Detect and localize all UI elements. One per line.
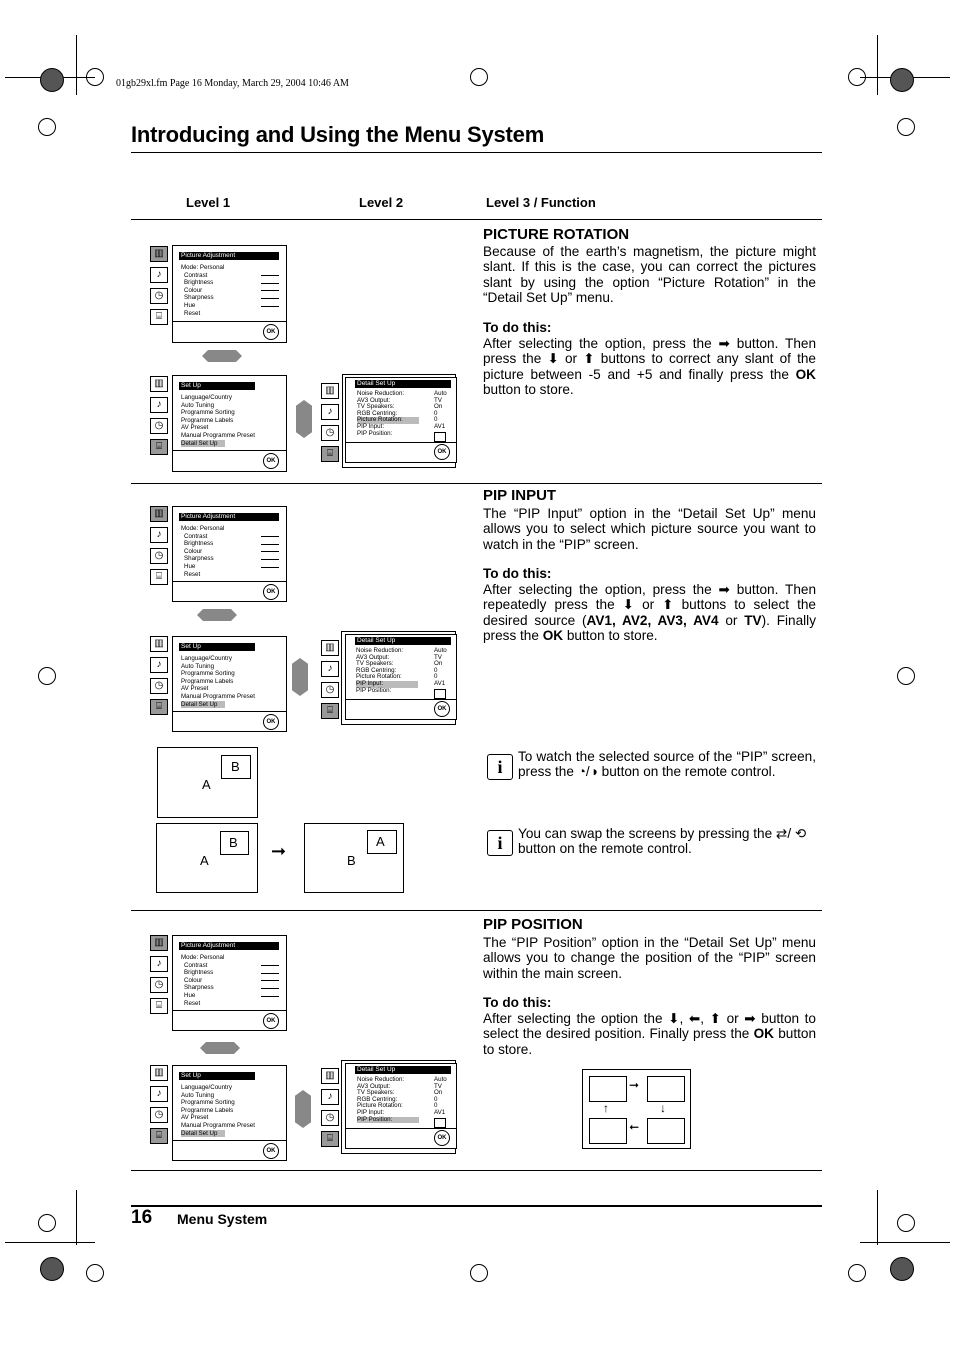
- arrow-right-icon: [296, 400, 312, 438]
- step-text: or: [718, 612, 745, 628]
- position-bottom-left: [589, 1118, 627, 1144]
- panel-items: [181, 1084, 255, 1137]
- registration-mark: [86, 1264, 104, 1282]
- step-text: button to store.: [483, 1026, 816, 1057]
- menu-item-selected: Detail Set Up: [181, 1130, 225, 1138]
- setup-icon: ⌸: [150, 569, 168, 585]
- timer-icon: ◷: [150, 977, 168, 993]
- picture-icon: ▥: [321, 1068, 339, 1084]
- source-keywords: AV1, AV2, AV3, AV4: [586, 612, 719, 628]
- pip-position-icon: [434, 432, 446, 442]
- ok-button-icon: OK: [263, 453, 279, 469]
- menu-item: Contrast: [184, 271, 208, 279]
- menu-item: Contrast: [184, 532, 208, 540]
- panel-title: Set Up: [179, 1072, 255, 1080]
- main-label: A: [202, 777, 211, 792]
- section-body: The “PIP Position” option in the “Detail Set Up” menu allows you to change the position of the “PIP” screen within the main screen.: [483, 935, 816, 981]
- slider: [261, 306, 279, 307]
- menu-item: Hue: [184, 301, 196, 309]
- timer-icon: ◷: [321, 682, 339, 698]
- pip-label: B: [229, 835, 238, 850]
- menu-item: Programme Sorting: [181, 670, 235, 678]
- pip-position-diagram: [582, 1069, 691, 1149]
- info-icon: i: [487, 754, 513, 780]
- panel-items: [181, 264, 224, 317]
- position-bottom-right: [647, 1118, 685, 1144]
- setup-icon: ⌸: [321, 703, 339, 719]
- todo-steps: [483, 336, 816, 398]
- menu-item: Sharpness: [184, 294, 214, 302]
- main-screen-illustration: [157, 747, 258, 818]
- section-rule: [131, 483, 822, 484]
- panel-divider: [173, 1140, 286, 1141]
- picture-adjustment-panel: [172, 506, 287, 602]
- menu-value: 0: [434, 673, 438, 681]
- picture-icon: ▥: [150, 506, 168, 522]
- registration-mark: [470, 68, 488, 86]
- menu-item: Manual Programme Preset: [181, 1121, 255, 1129]
- menu-item: Colour: [184, 286, 203, 294]
- menu-item: Brightness: [184, 540, 214, 548]
- arrow-down-icon: [202, 350, 242, 362]
- setup-icon: ⌸: [150, 998, 168, 1014]
- position-top-left: [589, 1076, 627, 1102]
- slider: [261, 298, 279, 299]
- panel-items: [181, 394, 255, 447]
- panel-divider: [173, 321, 286, 322]
- panel-items: [357, 1077, 419, 1123]
- arrow-right-icon: ➞: [271, 841, 287, 861]
- menu-icon-column: [150, 506, 168, 590]
- pip-window: [221, 755, 251, 779]
- arrow-down-icon: [197, 609, 237, 621]
- section-heading: PIP INPUT: [483, 487, 557, 504]
- slider: [261, 980, 279, 981]
- sound-icon: ♪: [150, 267, 168, 283]
- registration-mark: [470, 1264, 488, 1282]
- step-text: ). Finally press the: [483, 612, 816, 644]
- ok-keyword: OK: [753, 1026, 774, 1042]
- menu-item: Reset: [184, 570, 201, 578]
- panel-divider: [346, 1128, 456, 1129]
- level-1-label: Level 1: [186, 195, 231, 210]
- slider: [261, 551, 279, 552]
- menu-item: Picture Rotation:: [356, 673, 402, 681]
- panel-title: Detail Set Up: [355, 637, 451, 645]
- menu-item: Colour: [184, 547, 203, 555]
- section-rule: [131, 910, 822, 911]
- registration-mark: [38, 118, 56, 136]
- swap-after-screen: [304, 823, 404, 893]
- section-heading: PIP POSITION: [483, 916, 583, 933]
- menu-item: RGB Centring:: [357, 1095, 398, 1103]
- menu-item: Auto Tuning: [181, 401, 215, 409]
- menu-value: On: [434, 660, 443, 668]
- menu-item: Programme Sorting: [181, 409, 235, 417]
- menu-item: Manual Programme Preset: [181, 692, 255, 700]
- crop-mark: [877, 1190, 878, 1245]
- picture-icon: ▥: [321, 383, 339, 399]
- picture-icon: ▥: [321, 640, 339, 656]
- registration-mark: [897, 1214, 915, 1232]
- menu-item: Hue: [184, 991, 196, 999]
- menu-item-selected: PIP Input:: [356, 681, 418, 688]
- pip-position-icon: [434, 689, 446, 699]
- setup-icon: ⌸: [321, 1131, 339, 1147]
- menu-value: 0: [434, 666, 438, 674]
- menu-value: Auto: [434, 390, 447, 397]
- menu-item: Language/Country: [181, 655, 232, 662]
- menu-item: AV3 Output:: [357, 396, 391, 404]
- mode-line: Mode: Personal: [181, 525, 225, 532]
- registration-mark: [890, 1257, 914, 1281]
- registration-mark: [848, 1264, 866, 1282]
- menu-item: TV Speakers:: [356, 660, 394, 668]
- registration-mark: [38, 667, 56, 685]
- arrow-right-icon: [295, 1090, 311, 1128]
- menu-item: RGB Centring:: [356, 666, 397, 674]
- picture-icon: ▥: [150, 246, 168, 262]
- panel-divider: [346, 699, 456, 700]
- menu-item: Brightness: [184, 279, 214, 287]
- picture-icon: ▥: [150, 1065, 168, 1081]
- slider: [261, 283, 279, 284]
- menu-item-selected: PIP Position:: [357, 1117, 419, 1124]
- panel-items: [356, 648, 418, 694]
- step-text: After selecting the option, press the ➡ button. Then repeatedly press the ⬇ or ⬆ buttons to select the desired source (: [483, 582, 816, 628]
- panel-divider: [173, 450, 286, 451]
- arrow-down-icon: [200, 1042, 240, 1054]
- menu-value: 0: [434, 409, 438, 417]
- arrow-right-icon: [292, 658, 308, 696]
- detail-set-up-panel: [345, 1063, 457, 1149]
- slider: [261, 544, 279, 545]
- panel-title: Picture Adjustment: [179, 942, 279, 950]
- menu-values: [434, 391, 447, 431]
- pip-window: [220, 831, 249, 855]
- registration-mark: [40, 68, 64, 92]
- menu-item: AV Preset: [181, 424, 209, 432]
- menu-values: [434, 648, 447, 688]
- menu-item: AV3 Output:: [356, 653, 390, 661]
- panel-items: [181, 954, 224, 1007]
- title-rule: [131, 152, 822, 153]
- sound-icon: ♪: [321, 404, 339, 420]
- section-body: The “PIP Input” option in the “Detail Set Up” menu allows you to select which picture source you want to watch in the “PIP” screen.: [483, 506, 816, 552]
- picture-adjustment-panel: [172, 245, 287, 343]
- registration-mark: [848, 68, 866, 86]
- menu-value: 0: [434, 1102, 438, 1110]
- menu-icon-column: [150, 376, 168, 460]
- section-rule: [131, 219, 822, 220]
- section-heading: PICTURE ROTATION: [483, 226, 630, 243]
- slider: [261, 973, 279, 974]
- menu-value: TV: [434, 1082, 442, 1090]
- tv-keyword: TV: [744, 612, 762, 628]
- panel-items: [357, 391, 419, 437]
- mode-line: Mode: Personal: [181, 954, 225, 961]
- level-3-label: Level 3 / Function: [486, 195, 596, 210]
- slider: [261, 290, 279, 291]
- menu-value: AV1: [434, 1108, 446, 1116]
- setup-icon: ⌸: [150, 1128, 168, 1144]
- panel-title: Picture Adjustment: [179, 252, 279, 260]
- ok-button-icon: OK: [434, 444, 450, 460]
- menu-item: Programme Labels: [181, 1106, 234, 1114]
- timer-icon: ◷: [321, 425, 339, 441]
- panel-title: Set Up: [179, 382, 255, 390]
- todo-heading: To do this:: [483, 320, 552, 335]
- menu-icon-column: [150, 935, 168, 1019]
- file-info-line: 01gb29xl.fm Page 16 Monday, March 29, 2004 10:46 AM: [116, 78, 349, 89]
- panel-divider: [173, 1010, 286, 1011]
- menu-icon-column: [321, 1068, 339, 1152]
- panel-title: Set Up: [179, 643, 255, 651]
- crop-mark: [877, 35, 878, 95]
- menu-value: TV: [434, 396, 442, 404]
- arrow-down-icon: ↓: [660, 1101, 666, 1115]
- menu-item: Brightness: [184, 969, 214, 977]
- timer-icon: ◷: [150, 548, 168, 564]
- ok-button-icon: OK: [434, 1130, 450, 1146]
- crop-mark: [76, 35, 77, 95]
- menu-icon-column: [321, 640, 339, 724]
- crop-mark: [5, 1242, 95, 1243]
- mode-line: Mode: Personal: [181, 264, 225, 271]
- menu-item-selected: Detail Set Up: [181, 701, 225, 709]
- menu-value: AV1: [434, 422, 446, 430]
- menu-item: Sharpness: [184, 984, 214, 992]
- sound-icon: ♪: [150, 527, 168, 543]
- menu-item: Contrast: [184, 961, 208, 969]
- menu-value: 0: [434, 1095, 438, 1103]
- timer-icon: ◷: [321, 1110, 339, 1126]
- menu-item: Programme Labels: [181, 677, 234, 685]
- panel-title: Picture Adjustment: [179, 513, 279, 521]
- sound-icon: ♪: [150, 1086, 168, 1102]
- menu-item: PIP Input:: [357, 1108, 385, 1116]
- menu-value: On: [434, 1089, 443, 1097]
- page-title: Introducing and Using the Menu System: [131, 122, 545, 147]
- timer-icon: ◷: [150, 288, 168, 304]
- panel-items: [181, 655, 255, 708]
- timer-icon: ◷: [150, 1107, 168, 1123]
- menu-item-selected: Picture Rotation:: [357, 417, 419, 424]
- slider: [261, 536, 279, 537]
- crop-mark: [76, 1190, 77, 1245]
- panel-title: Detail Set Up: [355, 1066, 451, 1074]
- picture-icon: ▥: [150, 636, 168, 652]
- menu-item: Picture Rotation:: [357, 1102, 403, 1110]
- slider: [261, 965, 279, 966]
- setup-icon: ⌸: [150, 309, 168, 325]
- menu-item: Manual Programme Preset: [181, 431, 255, 439]
- arrow-up-icon: ↑: [603, 1101, 609, 1115]
- step-text: After selecting the option, press the ➡ button. Then press the ⬇ or ⬆ buttons to correct any slant of the picture between -5 and +5 and finally press the: [483, 336, 816, 382]
- ok-button-icon: OK: [263, 324, 279, 340]
- menu-item: Reset: [184, 309, 201, 317]
- menu-icon-column: [150, 636, 168, 720]
- slider: [261, 567, 279, 568]
- menu-item: Language/Country: [181, 394, 232, 401]
- ok-keyword: OK: [795, 366, 816, 382]
- todo-heading: To do this:: [483, 566, 552, 581]
- sound-icon: ♪: [150, 956, 168, 972]
- registration-mark: [86, 68, 104, 86]
- detail-set-up-panel: [345, 634, 457, 720]
- footer-rule: [131, 1205, 822, 1207]
- menu-value: Auto: [434, 1076, 447, 1083]
- note-text: You can swap the screens by pressing the ⇄/ ⟲ button on the remote control.: [518, 826, 807, 857]
- picture-icon: ▥: [150, 376, 168, 392]
- footer-section: Menu System: [177, 1211, 268, 1227]
- menu-value: TV: [434, 653, 442, 661]
- ok-button-icon: OK: [263, 1143, 279, 1159]
- menu-value: AV1: [434, 679, 446, 687]
- arrow-right-icon: ➞: [629, 1078, 640, 1092]
- menu-item: Hue: [184, 562, 196, 570]
- setup-icon: ⌸: [150, 699, 168, 715]
- set-up-panel: [172, 636, 287, 732]
- todo-steps: [483, 1011, 816, 1057]
- ok-button-icon: OK: [263, 584, 279, 600]
- setup-icon: ⌸: [150, 439, 168, 455]
- menu-item: AV Preset: [181, 1114, 209, 1122]
- menu-item: Reset: [184, 999, 201, 1007]
- slider: [261, 988, 279, 989]
- registration-mark: [890, 68, 914, 92]
- pip-window: [367, 830, 397, 854]
- menu-item: TV Speakers:: [357, 403, 395, 411]
- sound-icon: ♪: [321, 1089, 339, 1105]
- menu-icon-column: [150, 246, 168, 330]
- timer-icon: ◷: [150, 678, 168, 694]
- crop-mark: [860, 1242, 950, 1243]
- sound-icon: ♪: [150, 397, 168, 413]
- step-text: button to store.: [563, 628, 658, 644]
- panel-title: Detail Set Up: [355, 380, 451, 388]
- page-number: 16: [131, 1207, 153, 1228]
- position-top-right: [647, 1076, 685, 1102]
- panel-divider: [173, 581, 286, 582]
- section-body: Because of the earth’s magnetism, the picture might slant. If this is the case, you can correct the pictures slant by using the option “Picture Rotation” in the “Detail Set Up” menu.: [483, 244, 816, 306]
- menu-item: AV Preset: [181, 685, 209, 693]
- main-label: A: [200, 853, 209, 868]
- registration-mark: [38, 1214, 56, 1232]
- menu-item: PIP Position:: [357, 429, 393, 437]
- menu-item: Colour: [184, 976, 203, 984]
- set-up-panel: [172, 1065, 287, 1161]
- slider: [261, 275, 279, 276]
- todo-heading: To do this:: [483, 995, 552, 1010]
- sound-icon: ♪: [150, 657, 168, 673]
- menu-value: On: [434, 403, 443, 411]
- pip-position-icon: [434, 1118, 446, 1128]
- menu-item: Programme Labels: [181, 416, 234, 424]
- ok-button-icon: OK: [434, 701, 450, 717]
- menu-item: Noise Reduction:: [356, 647, 404, 654]
- pip-label: A: [376, 834, 385, 849]
- menu-item: Language/Country: [181, 1084, 232, 1091]
- ok-button-icon: OK: [263, 714, 279, 730]
- menu-item: TV Speakers:: [357, 1089, 395, 1097]
- ok-button-icon: OK: [263, 1013, 279, 1029]
- menu-item: RGB Centring:: [357, 409, 398, 417]
- menu-item: Noise Reduction:: [357, 1076, 405, 1083]
- pip-label: B: [231, 759, 240, 774]
- panel-divider: [346, 442, 456, 443]
- detail-set-up-panel: [345, 377, 457, 463]
- registration-mark: [897, 667, 915, 685]
- menu-item: AV3 Output:: [357, 1082, 391, 1090]
- info-icon: i: [487, 830, 513, 856]
- timer-icon: ◷: [150, 418, 168, 434]
- menu-item: Sharpness: [184, 555, 214, 563]
- menu-item: Programme Sorting: [181, 1099, 235, 1107]
- menu-icon-column: [150, 1065, 168, 1149]
- menu-item-selected: Detail Set Up: [181, 440, 225, 448]
- sound-icon: ♪: [321, 661, 339, 677]
- set-up-panel: [172, 375, 287, 472]
- swap-before-screen: [156, 823, 258, 893]
- level-2-label: Level 2: [359, 195, 404, 210]
- registration-mark: [897, 118, 915, 136]
- picture-icon: ▥: [150, 935, 168, 951]
- setup-icon: ⌸: [321, 446, 339, 462]
- arrow-left-icon: ➞: [629, 1120, 640, 1134]
- menu-value: Auto: [434, 647, 447, 654]
- step-text: After selecting the option the ⬇, ⬅, ⬆ or ➡ button to select the desired position. Finally press the: [483, 1011, 816, 1042]
- slider: [261, 559, 279, 560]
- step-text: button to store.: [483, 382, 574, 398]
- section-rule: [131, 1170, 822, 1171]
- menu-value: 0: [434, 416, 438, 424]
- menu-item: PIP Position:: [356, 686, 392, 694]
- ok-keyword: OK: [542, 628, 564, 644]
- panel-divider: [173, 711, 286, 712]
- main-label: B: [347, 853, 356, 868]
- menu-values: [434, 1077, 447, 1117]
- registration-mark: [40, 1257, 64, 1281]
- menu-icon-column: [321, 383, 339, 467]
- panel-items: [181, 525, 224, 578]
- menu-item: Auto Tuning: [181, 1091, 215, 1099]
- menu-item: PIP Input:: [357, 422, 385, 430]
- slider: [261, 996, 279, 997]
- todo-steps: [483, 582, 816, 644]
- menu-item: Noise Reduction:: [357, 390, 405, 397]
- menu-item: Auto Tuning: [181, 662, 215, 670]
- note-text: To watch the selected source of the “PIP” screen, press the ◔/◑ button on the remote control.: [518, 749, 816, 780]
- picture-adjustment-panel: [172, 935, 287, 1031]
